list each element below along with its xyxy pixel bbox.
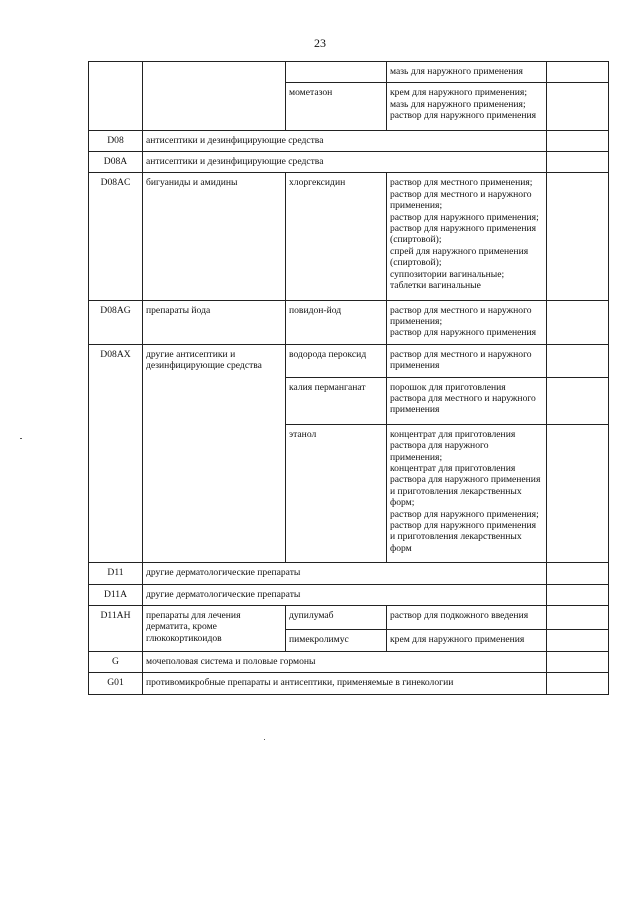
group-cell: препараты йода bbox=[143, 300, 286, 344]
form-cell bbox=[387, 606, 547, 630]
table-row bbox=[89, 344, 609, 377]
drug-cell: хлоргексидин bbox=[286, 173, 387, 300]
form-line: порошок для приготовления раствора для местного и наружного применения bbox=[390, 381, 536, 416]
table-row bbox=[89, 651, 609, 672]
drug-cell bbox=[286, 62, 387, 83]
table-row bbox=[89, 584, 609, 605]
atc-code-cell: D11AH bbox=[89, 606, 143, 652]
empty-cell bbox=[547, 83, 609, 130]
form-cell bbox=[387, 630, 547, 651]
table-row bbox=[89, 173, 609, 300]
form-line: концентрат для приготовления раствора для наружного применения; bbox=[390, 428, 516, 463]
empty-cell bbox=[547, 651, 609, 672]
form-line: раствор для наружного применения и приготовления лекарственных форм bbox=[390, 520, 537, 554]
form-line: концентрат для приготовления раствора для наружного применения и приготовления лекарственных форм; bbox=[390, 462, 541, 509]
table-row bbox=[89, 563, 609, 584]
table-row bbox=[89, 606, 609, 630]
form-cell bbox=[387, 424, 547, 562]
empty-cell bbox=[547, 300, 609, 344]
atc-code-cell bbox=[89, 62, 143, 131]
form-line: суппозитории вагинальные; bbox=[390, 268, 505, 280]
group-cell: мочеполовая система и половые гормоны bbox=[143, 651, 547, 672]
form-line: раствор для подкожного введения bbox=[390, 610, 529, 622]
scan-speck bbox=[20, 438, 22, 439]
group-cell: антисептики и дезинфицирующие средства bbox=[143, 152, 547, 173]
form-line: крем для наружного применения; bbox=[390, 87, 527, 99]
group-cell: бигуаниды и амидины bbox=[143, 173, 286, 300]
form-line: раствор для наружного применения; bbox=[390, 508, 539, 520]
form-cell bbox=[387, 300, 547, 344]
form-line: мазь для наружного применения bbox=[390, 66, 523, 77]
empty-cell bbox=[547, 630, 609, 651]
empty-cell bbox=[547, 606, 609, 630]
empty-cell bbox=[547, 584, 609, 605]
form-line: раствор для наружного применения (спиртовой); bbox=[390, 223, 537, 246]
form-cell bbox=[387, 173, 547, 300]
atc-code-cell: D08 bbox=[89, 130, 143, 151]
table-row bbox=[89, 300, 609, 344]
drug-cell: повидон-йод bbox=[286, 300, 387, 344]
form-line: таблетки вагинальные bbox=[390, 280, 481, 292]
page-number: 23 bbox=[314, 36, 326, 50]
empty-cell bbox=[547, 424, 609, 562]
table-row bbox=[89, 62, 609, 83]
group-cell: препараты для лечения дерматита, кроме глюкокортикоидов bbox=[143, 606, 286, 652]
form-cell bbox=[387, 83, 547, 130]
form-line: раствор для местного применения; bbox=[390, 177, 533, 189]
empty-cell bbox=[547, 377, 609, 424]
drug-cell: мометазон bbox=[286, 83, 387, 130]
form-line: раствор для наружного применения bbox=[390, 327, 537, 339]
atc-code-cell: D08AG bbox=[89, 300, 143, 344]
form-line: раствор для местного и наружного применения bbox=[390, 348, 532, 372]
group-cell: другие дерматологические препараты bbox=[143, 584, 547, 605]
atc-code-cell: D08AC bbox=[89, 173, 143, 300]
table-row bbox=[89, 130, 609, 151]
drug-cell: водорода пероксид bbox=[286, 344, 387, 377]
atc-code-cell: D11A bbox=[89, 584, 143, 605]
form-cell bbox=[387, 377, 547, 424]
form-line: раствор для наружного применения bbox=[390, 110, 537, 122]
form-line: раствор для местного и наружного применения; bbox=[390, 304, 532, 327]
atc-code-cell: D08A bbox=[89, 152, 143, 173]
form-line: крем для наружного применения bbox=[390, 634, 525, 646]
scan-speck bbox=[264, 739, 265, 740]
empty-cell bbox=[547, 173, 609, 300]
empty-cell bbox=[547, 673, 609, 694]
drug-table bbox=[88, 61, 609, 695]
empty-cell bbox=[547, 344, 609, 377]
group-cell bbox=[143, 62, 286, 131]
drug-cell: калия перманганат bbox=[286, 377, 387, 424]
drug-cell: пимекролимус bbox=[286, 630, 387, 651]
group-cell: другие антисептики и дезинфицирующие средства bbox=[143, 344, 286, 563]
atc-code-cell: G bbox=[89, 651, 143, 672]
table-row bbox=[89, 152, 609, 173]
group-cell: противомикробные препараты и антисептики, применяемые в гинекологии bbox=[143, 673, 547, 694]
drug-cell: этанол bbox=[286, 424, 387, 562]
atc-code-cell: D11 bbox=[89, 563, 143, 584]
group-cell: антисептики и дезинфицирующие средства bbox=[143, 130, 547, 151]
drug-cell: дупилумаб bbox=[286, 606, 387, 630]
form-line: спрей для наружного применения (спиртовой); bbox=[390, 245, 529, 269]
form-line: раствор для местного и наружного применения; bbox=[390, 188, 532, 212]
form-cell bbox=[387, 344, 547, 377]
empty-cell bbox=[547, 152, 609, 173]
empty-cell bbox=[547, 130, 609, 151]
empty-cell bbox=[547, 62, 609, 83]
atc-code-cell: D08AX bbox=[89, 344, 143, 563]
table-row bbox=[89, 673, 609, 694]
atc-code-cell: G01 bbox=[89, 673, 143, 694]
form-line: раствор для наружного применения; bbox=[390, 211, 539, 223]
form-cell bbox=[387, 62, 547, 83]
form-line: мазь для наружного применения; bbox=[390, 98, 526, 110]
group-cell: другие дерматологические препараты bbox=[143, 563, 547, 584]
empty-cell bbox=[547, 563, 609, 584]
